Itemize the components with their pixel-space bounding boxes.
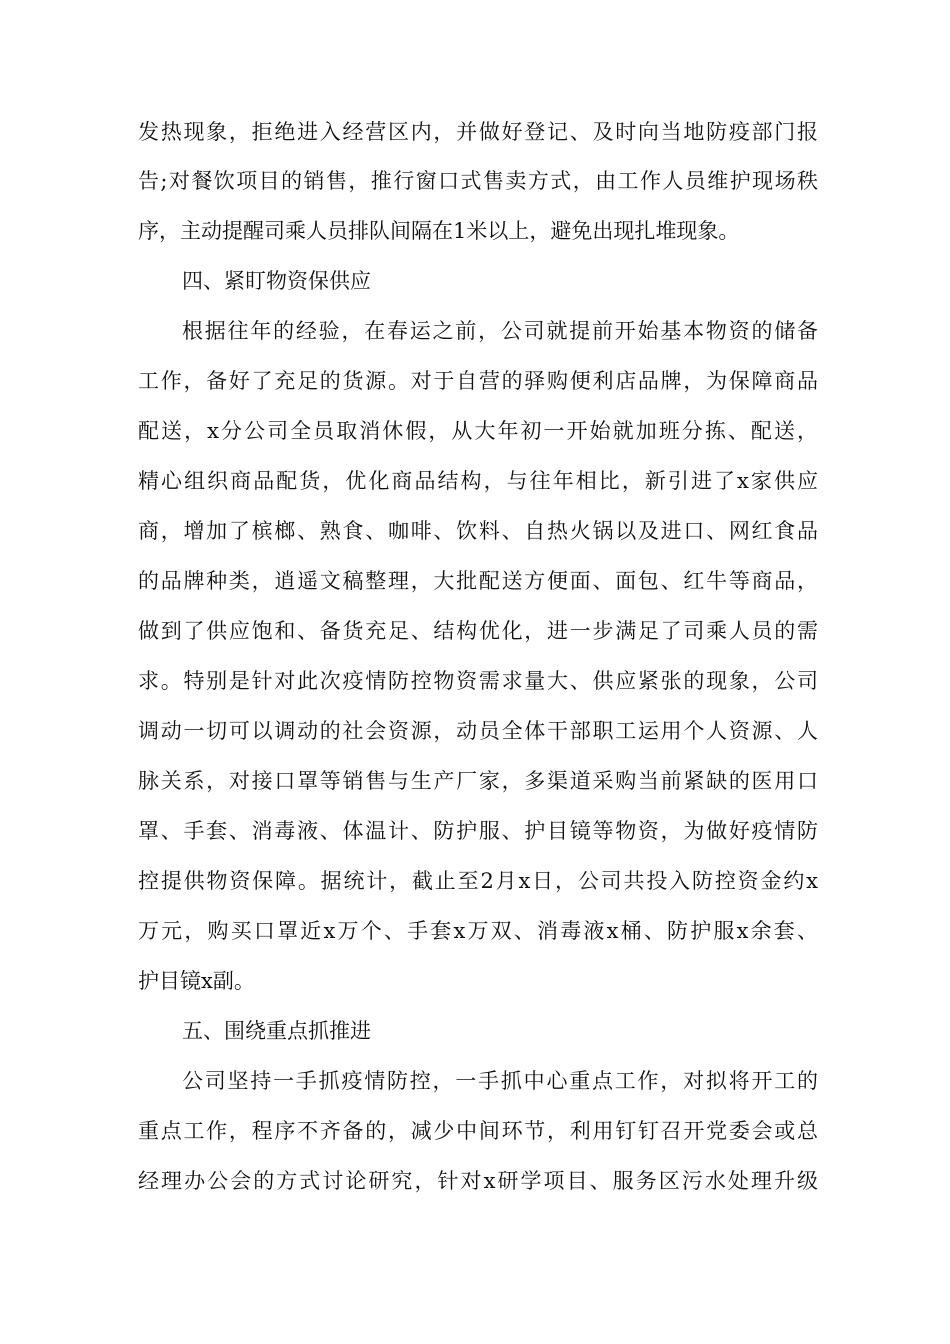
text-line: 经理办公会的方式讨论研究，针对x研学项目、服务区污水处理升级 [138, 1169, 818, 1193]
text-line: 调动一切可以调动的社会资源，动员全体干部职工运用个人资源、人 [138, 719, 818, 743]
text-line: 配送，x分公司全员取消休假，从大年初一开始就加班分拣、配送， [138, 419, 818, 443]
text-line: 重点工作，程序不齐备的，减少中间环节，利用钉钉召开党委会或总 [138, 1119, 818, 1143]
text-line: 罩、手套、消毒液、体温计、防护服、护目镜等物资，为做好疫情防 [138, 819, 818, 843]
text-line: 控提供物资保障。据统计，截止至2月x日，公司共投入防控资金约x [138, 869, 818, 893]
text-line: 根据往年的经验，在春运之前，公司就提前开始基本物资的储备 [182, 319, 818, 343]
text-line: 的品牌种类，逍遥文稿整理，大批配送方便面、面包、红牛等商品， [138, 569, 818, 593]
text-line: 护目镜x副。 [138, 969, 255, 993]
section-heading-5: 五、围绕重点抓推进 [182, 1019, 371, 1043]
text-line: 精心组织商品配货，优化商品结构，与往年相比，新引进了x家供应 [138, 469, 818, 493]
text-line: 做到了供应饱和、备货充足、结构优化，进一步满足了司乘人员的需 [138, 619, 818, 643]
text-line: 公司坚持一手抓疫情防控，一手抓中心重点工作，对拟将开工的 [182, 1069, 818, 1093]
text-line: 序，主动提醒司乘人员排队间隔在1米以上，避免出现扎堆现象。 [138, 219, 740, 243]
section-heading-4: 四、紧盯物资保供应 [182, 269, 371, 293]
text-line: 发热现象，拒绝进入经营区内，并做好登记、及时向当地防疫部门报 [138, 120, 818, 144]
text-line: 求。特别是针对此次疫情防控物资需求量大、供应紧张的现象，公司 [138, 669, 818, 693]
text-line: 商，增加了槟榔、熟食、咖啡、饮料、自热火锅以及进口、网红食品 [138, 519, 818, 543]
text-line: 脉关系，对接口罩等销售与生产厂家，多渠道采购当前紧缺的医用口 [138, 769, 818, 793]
text-line: 工作，备好了充足的货源。对于自营的驿购便利店品牌，为保障商品 [138, 369, 818, 393]
text-line: 万元，购买口罩近x万个、手套x万双、消毒液x桶、防护服x余套、 [138, 919, 818, 943]
text-line: 告;对餐饮项目的销售，推行窗口式售卖方式，由工作人员维护现场秩 [138, 169, 818, 193]
